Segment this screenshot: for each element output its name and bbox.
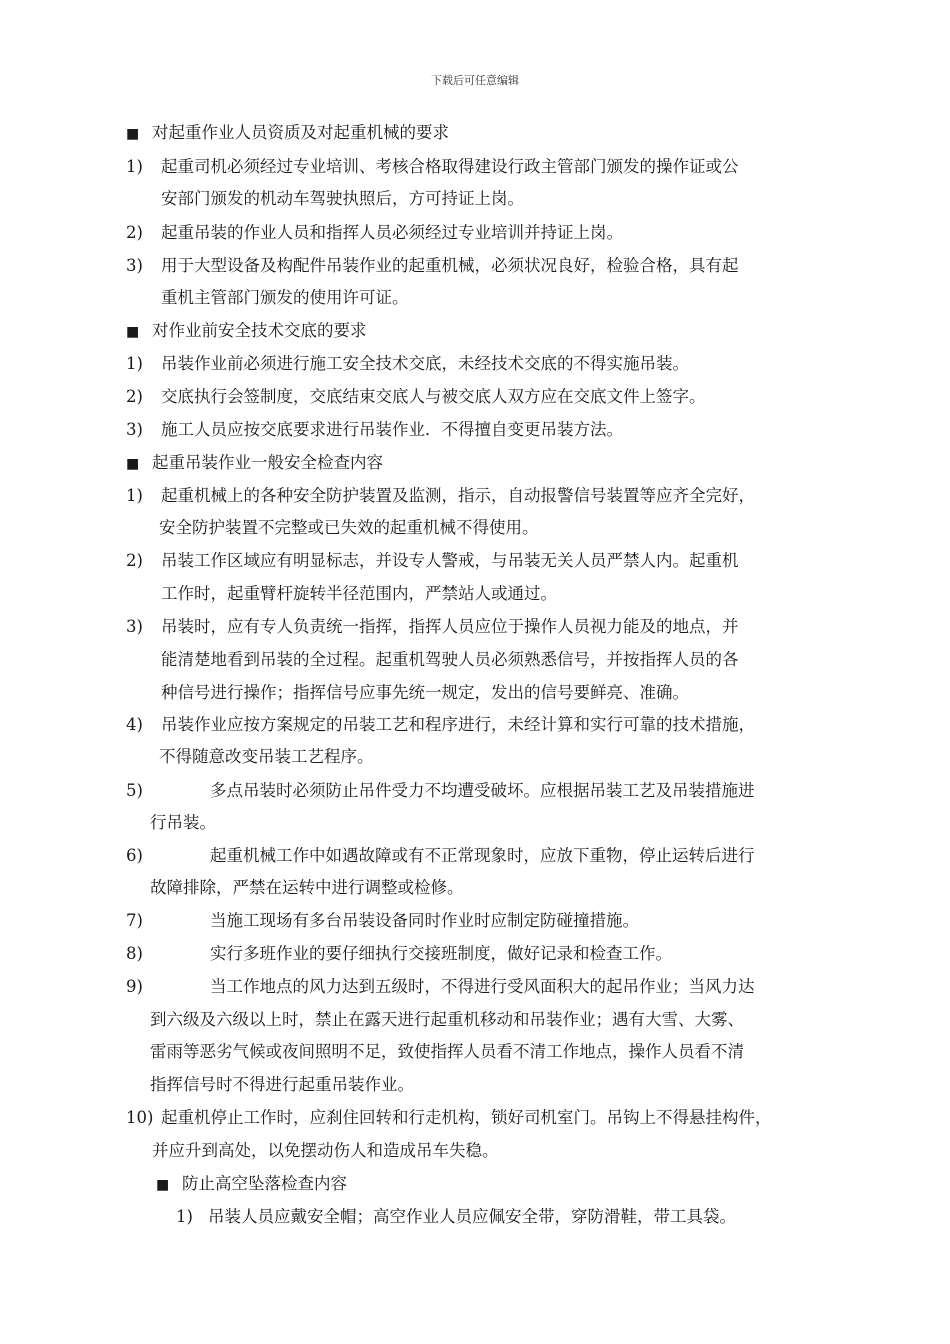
list-item bbox=[126, 222, 623, 244]
page-header: 下载后可任意编辑 bbox=[431, 74, 519, 87]
item-text: 实行多班作业的要仔细执行交接班制度，做好记录和检查工作。 bbox=[210, 944, 672, 963]
bullet-marker: ■ bbox=[126, 126, 140, 142]
list-number: 10) bbox=[126, 1108, 154, 1127]
list-number: 7) bbox=[126, 911, 143, 930]
list-number: 2) bbox=[126, 387, 143, 406]
list-number: 2) bbox=[126, 223, 143, 242]
bullet-marker: ■ bbox=[126, 324, 140, 340]
item-text: 起重机停止工作时，应刹住回转和行走机构，锁好司机室门。吊钩上不得悬挂构件， bbox=[161, 1108, 772, 1127]
list-number: 1) bbox=[176, 1207, 193, 1226]
item-text: 施工人员应按交底要求进行吊装作业．不得擅自变更吊装方法。 bbox=[161, 420, 623, 439]
item-text: 起重司机必须经过专业培训、考核合格取得建设行政主管部门颁发的操作证或公 bbox=[161, 157, 739, 176]
item-text: 交底执行会签制度，交底结束交底人与被交底人双方应在交底文件上签字。 bbox=[161, 387, 706, 406]
item-text: 用于大型设备及构配件吊装作业的起重机械，必须状况良好，检验合格，具有起 bbox=[161, 256, 739, 275]
section-heading bbox=[126, 452, 383, 475]
heading-text: 对作业前安全技术交底的要求 bbox=[152, 321, 367, 340]
item-text: 起重机械上的各种安全防护装置及监测，指示，自动报警信号装置等应齐全完好， bbox=[161, 486, 755, 505]
list-item bbox=[126, 550, 739, 572]
heading-text: 起重吊装作业一般安全检查内容 bbox=[152, 453, 383, 472]
list-item bbox=[126, 386, 706, 408]
item-text: 当施工现场有多台吊装设备同时作业时应制定防碰撞措施。 bbox=[210, 911, 639, 930]
item-continuation: 种信号进行操作；指挥信号应事先统一规定，发出的信号要鲜亮、准确。 bbox=[161, 683, 689, 702]
item-text: 吊装作业前必须进行施工安全技术交底，未经技术交底的不得实施吊装。 bbox=[161, 354, 689, 373]
list-item bbox=[126, 485, 755, 507]
section-heading bbox=[126, 122, 449, 145]
item-text: 起重机械工作中如遇故障或有不正常现象时，应放下重物，停止运转后进行 bbox=[210, 846, 755, 865]
list-item bbox=[126, 156, 739, 178]
item-text: 吊装时，应有专人负责统一指挥，指挥人员应位于操作人员视力能及的地点，并 bbox=[161, 617, 739, 636]
list-item bbox=[126, 1107, 772, 1129]
section-heading bbox=[126, 320, 367, 343]
item-text: 当工作地点的风力达到五级时，不得进行受风面积大的起吊作业；当风力达 bbox=[210, 977, 755, 996]
item-continuation: 安部门颁发的机动车驾驶执照后，方可持证上岗。 bbox=[161, 189, 524, 208]
list-item bbox=[126, 910, 639, 932]
list-item bbox=[176, 1206, 736, 1228]
list-item bbox=[126, 845, 755, 867]
section-heading bbox=[156, 1173, 347, 1196]
list-item bbox=[126, 419, 623, 441]
bullet-marker: ■ bbox=[126, 456, 140, 472]
item-text: 吊装作业应按方案规定的吊装工艺和程序进行，未经计算和实行可靠的技术措施， bbox=[161, 715, 755, 734]
list-item bbox=[126, 943, 672, 965]
list-number: 3) bbox=[126, 617, 143, 636]
item-continuation: 指挥信号时不得进行起重吊装作业。 bbox=[150, 1075, 414, 1094]
list-number: 5) bbox=[126, 781, 143, 800]
item-text: 多点吊装时必须防止吊件受力不均遭受破坏。应根据吊装工艺及吊装措施进 bbox=[210, 781, 755, 800]
bullet-marker: ■ bbox=[156, 1177, 170, 1193]
item-continuation: 能清楚地看到吊装的全过程。起重机驾驶人员必须熟悉信号，并按指挥人员的各 bbox=[161, 650, 739, 669]
item-continuation: 行吊装。 bbox=[150, 813, 216, 832]
list-number: 3) bbox=[126, 420, 143, 439]
list-item bbox=[126, 714, 755, 736]
list-item bbox=[126, 780, 755, 802]
list-number: 6) bbox=[126, 846, 143, 865]
heading-text: 对起重作业人员资质及对起重机械的要求 bbox=[152, 123, 449, 142]
item-continuation: 工作时，起重臂杆旋转半径范围内，严禁站人或通过。 bbox=[161, 584, 557, 603]
item-text: 吊装人员应戴安全帽；高空作业人员应佩安全带，穿防滑鞋，带工具袋。 bbox=[208, 1207, 736, 1226]
item-continuation: 到六级及六级以上时，禁止在露天进行起重机移动和吊装作业；遇有大雪、大雾、 bbox=[150, 1010, 744, 1029]
list-item bbox=[126, 976, 755, 998]
item-continuation: 雷雨等恶劣气候或夜间照明不足，致使指挥人员看不清工作地点，操作人员看不清 bbox=[150, 1042, 744, 1061]
item-continuation: 故障排除，严禁在运转中进行调整或检修。 bbox=[150, 878, 464, 897]
heading-text: 防止高空坠落检查内容 bbox=[182, 1174, 347, 1193]
list-number: 8) bbox=[126, 944, 143, 963]
item-continuation: 不得随意改变吊装工艺程序。 bbox=[159, 747, 374, 766]
item-text: 起重吊装的作业人员和指挥人员必须经过专业培训并持证上岗。 bbox=[161, 223, 623, 242]
list-number: 2) bbox=[126, 551, 143, 570]
list-number: 1) bbox=[126, 486, 143, 505]
list-item bbox=[126, 255, 739, 277]
item-continuation: 重机主管部门颁发的使用许可证。 bbox=[161, 288, 409, 307]
list-number: 1) bbox=[126, 157, 143, 176]
list-item bbox=[126, 616, 739, 638]
list-number: 1) bbox=[126, 354, 143, 373]
list-number: 9) bbox=[126, 977, 143, 996]
item-text: 吊装工作区域应有明显标志，并设专人警戒，与吊装无关人员严禁人内。起重机 bbox=[161, 551, 739, 570]
list-number: 3) bbox=[126, 256, 143, 275]
item-continuation: 安全防护装置不完整或已失效的起重机械不得使用。 bbox=[159, 518, 539, 537]
item-continuation: 并应升到高处，以免摆动伤人和造成吊车失稳。 bbox=[152, 1141, 499, 1160]
list-number: 4) bbox=[126, 715, 143, 734]
list-item bbox=[126, 353, 689, 375]
